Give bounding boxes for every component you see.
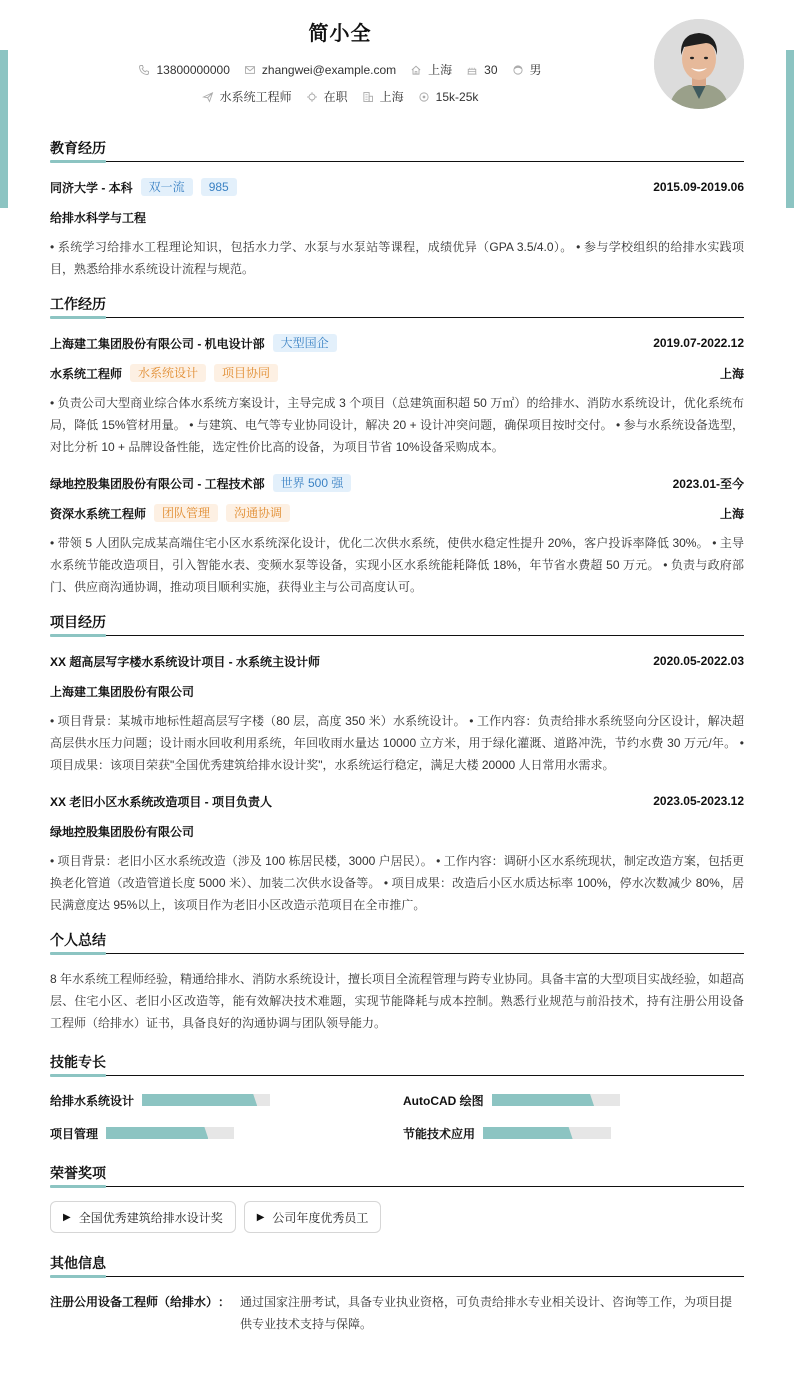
skill-name: 项目管理 bbox=[50, 1126, 99, 1141]
education-date: 2015.09-2019.06 bbox=[653, 180, 744, 194]
gender-icon bbox=[512, 64, 524, 76]
skill-name: 节能技术应用 bbox=[403, 1126, 476, 1141]
contact-age bbox=[466, 63, 497, 77]
project-description: • 项目背景：某城市地标性超高层写字楼（80 层，高度 350 米）水系统设计。 • 工作内容：负责给排水系统竖向分区设计，解决超高层供水压力问题；设计雨水回收利用系统，年回收雨水量达 10000 立方米，用于绿化灌溉、道路冲洗，节约水费 30 万元/年。 • 项目成果：该项目荣获"全国优秀建筑给排水设计奖"，水系统运行稳定，满足大楼 20000 人日常用水需求。 bbox=[50, 714, 744, 772]
phone-text: 13800000000 bbox=[156, 62, 230, 77]
work-entry bbox=[50, 472, 744, 598]
candidate-name: 简小全 bbox=[308, 23, 372, 45]
section-summary bbox=[50, 930, 744, 1034]
section-awards bbox=[50, 1163, 744, 1233]
company-name: 绿地控股集团股份有限公司 - 工程技术部 bbox=[50, 476, 265, 491]
status-icon bbox=[306, 91, 318, 103]
age-text: 30 bbox=[484, 62, 498, 77]
project-title-row bbox=[50, 650, 744, 672]
contact-city bbox=[410, 61, 452, 78]
education-school-group bbox=[50, 178, 237, 196]
salary-text: 15k-25k bbox=[435, 89, 479, 104]
project-date: 2020.05-2022.03 bbox=[653, 654, 744, 668]
triangle-bullet-icon: ▶ bbox=[256, 1211, 265, 1223]
work-date: 2019.07-2022.12 bbox=[653, 336, 744, 350]
role-tag: 水系统设计 bbox=[130, 364, 206, 382]
work-role-row bbox=[50, 362, 744, 384]
work-role-group bbox=[50, 504, 290, 522]
work-company-group bbox=[50, 474, 351, 492]
summary-text: 8 年水系统工程师经验，精通给排水、消防水系统设计，擅长项目全流程管理与跨专业协同。具备丰富的大型项目实战经验，如超高层、住宅小区、老旧小区改造等，能有效解决技术难题，实现节能降耗与成本控制。熟悉行业规范与前沿技术，持有注册公用设备工程师（给排水）证书，具备良好的沟通协调与团队领导能力。 bbox=[50, 972, 745, 1030]
section-education bbox=[50, 138, 744, 280]
award-name: 公司年度优秀员工 bbox=[272, 1210, 369, 1225]
work-location: 上海 bbox=[719, 366, 744, 381]
section-title: 个人总结 bbox=[50, 932, 106, 948]
section-header bbox=[50, 1163, 744, 1187]
section-header bbox=[50, 612, 744, 636]
section-accent-underline bbox=[50, 952, 106, 955]
section-other bbox=[50, 1253, 744, 1335]
company-tag: 大型国企 bbox=[273, 334, 337, 352]
intent-salary bbox=[418, 90, 479, 104]
salary-icon bbox=[418, 91, 430, 103]
section-skills bbox=[50, 1052, 744, 1143]
project-name: XX 老旧小区水系统改造项目 - 项目负责人 bbox=[50, 794, 273, 809]
role-name: 资深水系统工程师 bbox=[50, 506, 147, 521]
other-info-item bbox=[50, 1291, 744, 1335]
major-name: 给排水科学与工程 bbox=[50, 210, 147, 225]
skill-item bbox=[403, 1123, 744, 1143]
city-text: 上海 bbox=[428, 63, 453, 77]
work-role-row bbox=[50, 502, 744, 524]
work-company-group bbox=[50, 334, 337, 352]
role-tag: 团队管理 bbox=[154, 504, 218, 522]
project-entry bbox=[50, 650, 744, 776]
company-tag: 世界 500 强 bbox=[273, 474, 352, 492]
section-title: 技能专长 bbox=[50, 1054, 106, 1070]
section-title: 项目经历 bbox=[50, 614, 106, 630]
role-tag: 沟通协调 bbox=[226, 504, 290, 522]
award-item bbox=[244, 1201, 382, 1233]
work-date: 2023.01-至今 bbox=[672, 476, 744, 491]
work-company-row bbox=[50, 472, 744, 494]
work-description: • 负责公司大型商业综合体水系统方案设计，主导完成 3 个项目（总建筑面积超 50 万㎡）的给排水、消防水系统设计，优化系统布局，降低 15%管材用量。 • 与建筑、电气等专业协同设计，解决 20 + 设计冲突问题，确保项目按时交付。 • 参与水系统设备选型，对比分析 10 + 品牌设备性能，选定性价比高的设备，为项目节省 10%设备采购成本。 bbox=[50, 396, 744, 454]
contact-email bbox=[244, 63, 396, 77]
skill-level-fill bbox=[106, 1127, 208, 1139]
project-entry bbox=[50, 790, 744, 916]
contact-gender bbox=[512, 61, 542, 78]
section-accent-underline bbox=[50, 1275, 106, 1278]
section-accent-underline bbox=[50, 1185, 106, 1188]
section-title: 其他信息 bbox=[50, 1255, 106, 1271]
work-location: 上海 bbox=[719, 506, 744, 521]
section-title: 教育经历 bbox=[50, 140, 106, 156]
company-name: 上海建工集团股份有限公司 - 机电设计部 bbox=[50, 336, 265, 351]
age-icon bbox=[466, 64, 478, 76]
skill-level-fill bbox=[492, 1094, 594, 1106]
section-header bbox=[50, 1052, 744, 1076]
contact-info-row bbox=[0, 61, 680, 78]
education-entry bbox=[50, 176, 744, 280]
section-header bbox=[50, 930, 744, 954]
contact-phone bbox=[138, 63, 229, 77]
project-company: 绿地控股集团股份有限公司 bbox=[50, 824, 195, 839]
avatar bbox=[654, 19, 744, 109]
section-work bbox=[50, 294, 744, 598]
skill-item bbox=[50, 1090, 403, 1110]
school-tag: 985 bbox=[201, 178, 237, 196]
status-text: 在职 bbox=[323, 90, 348, 104]
role-name: 水系统工程师 bbox=[50, 366, 123, 381]
intent-position bbox=[202, 88, 292, 105]
skill-level-fill bbox=[483, 1127, 573, 1139]
section-header bbox=[50, 294, 744, 318]
skill-level-fill bbox=[142, 1094, 257, 1106]
home-icon bbox=[410, 64, 422, 76]
resume-header bbox=[0, 0, 794, 120]
building-icon bbox=[362, 91, 374, 103]
project-company: 上海建工集团股份有限公司 bbox=[50, 684, 195, 699]
phone-icon bbox=[138, 64, 150, 76]
work-role-group bbox=[50, 364, 278, 382]
email-text: zhangwei@example.com bbox=[261, 62, 397, 77]
intent-status bbox=[306, 88, 348, 105]
position-text: 水系统工程师 bbox=[219, 90, 292, 104]
project-company-row bbox=[50, 820, 744, 842]
skill-level-bar bbox=[106, 1127, 234, 1139]
send-icon bbox=[202, 91, 214, 103]
skills-grid bbox=[50, 1090, 744, 1143]
other-info-label: 注册公用设备工程师（给排水） bbox=[50, 1295, 219, 1309]
project-title-row bbox=[50, 790, 744, 812]
work-description: • 带领 5 人团队完成某高端住宅小区水系统深化设计，优化二次供水系统，使供水稳定性提升 20%，客户投诉率降低 30%。 • 主导水系统节能改造项目，引入智能水表、变频水泵等设备，实现小区水系统能耗降低 18%，年节省水费超 50 万元。 • 负责与政府部门、供应商沟通协调，推动项目顺利实施，获得业主与公司高度认可。 bbox=[50, 536, 744, 594]
skill-item bbox=[403, 1090, 744, 1110]
skill-level-bar bbox=[492, 1094, 620, 1106]
mail-icon bbox=[244, 64, 256, 76]
project-name: XX 超高层写字楼水系统设计项目 - 水系统主设计师 bbox=[50, 654, 321, 669]
education-title-row bbox=[50, 176, 744, 198]
education-description: • 系统学习给排水工程理论知识，包括水力学、水泵与水泵站等课程，成绩优异（GPA 3.5/4.0）。 • 参与学校组织的给排水实践项目，熟悉给排水系统设计流程与规范。 bbox=[50, 240, 744, 276]
skill-level-bar bbox=[483, 1127, 611, 1139]
resume-body bbox=[50, 138, 744, 1335]
job-intent-row bbox=[0, 88, 680, 105]
section-accent-underline bbox=[50, 160, 106, 163]
skill-item bbox=[50, 1123, 403, 1143]
section-accent-underline bbox=[50, 1074, 106, 1077]
project-company-row bbox=[50, 680, 744, 702]
school-name: 同济大学 - 本科 bbox=[50, 180, 133, 195]
section-header bbox=[50, 1253, 744, 1277]
school-tag: 双一流 bbox=[141, 178, 193, 196]
role-tag: 项目协同 bbox=[214, 364, 278, 382]
intent-city bbox=[362, 88, 404, 105]
project-description: • 项目背景：老旧小区水系统改造（涉及 100 栋居民楼，3000 户居民）。 • 工作内容：调研小区水系统现状，制定改造方案，包括更换老化管道（改造管道长度 5000 米）、加装二次供水设备等。 • 项目成果：改造后小区水质达标率 100%，停水次数减少 80%，居民满意度达 95%以上，该项目作为老旧小区改造示范项目在全市推广。 bbox=[50, 854, 744, 912]
section-header bbox=[50, 138, 744, 162]
skill-name: AutoCAD 绘图 bbox=[403, 1093, 484, 1108]
section-accent-underline bbox=[50, 316, 106, 319]
triangle-bullet-icon: ▶ bbox=[63, 1211, 71, 1223]
skill-level-bar bbox=[142, 1094, 270, 1106]
work-entry bbox=[50, 332, 744, 458]
award-item bbox=[50, 1201, 236, 1233]
section-projects bbox=[50, 612, 744, 916]
skill-name: 给排水系统设计 bbox=[50, 1093, 135, 1108]
award-name: 全国优秀建筑给排水设计奖 bbox=[78, 1210, 223, 1225]
avatar-photo bbox=[654, 19, 744, 109]
project-date: 2023.05-2023.12 bbox=[653, 794, 744, 808]
work-company-row bbox=[50, 332, 744, 354]
gender-text: 男 bbox=[529, 63, 542, 77]
education-major-row bbox=[50, 206, 744, 228]
section-title: 工作经历 bbox=[50, 296, 106, 312]
other-info-text: 通过国家注册考试，具备专业执业资格，可负责给排水专业相关设计、咨询等工作，为项目提供专业技术支持与保障。 bbox=[240, 1295, 733, 1331]
section-title: 荣誉奖项 bbox=[50, 1165, 106, 1181]
section-accent-underline bbox=[50, 634, 106, 637]
intent-city-text: 上海 bbox=[379, 90, 404, 104]
other-info-separator: ： bbox=[218, 1295, 231, 1309]
awards-list bbox=[50, 1201, 744, 1233]
